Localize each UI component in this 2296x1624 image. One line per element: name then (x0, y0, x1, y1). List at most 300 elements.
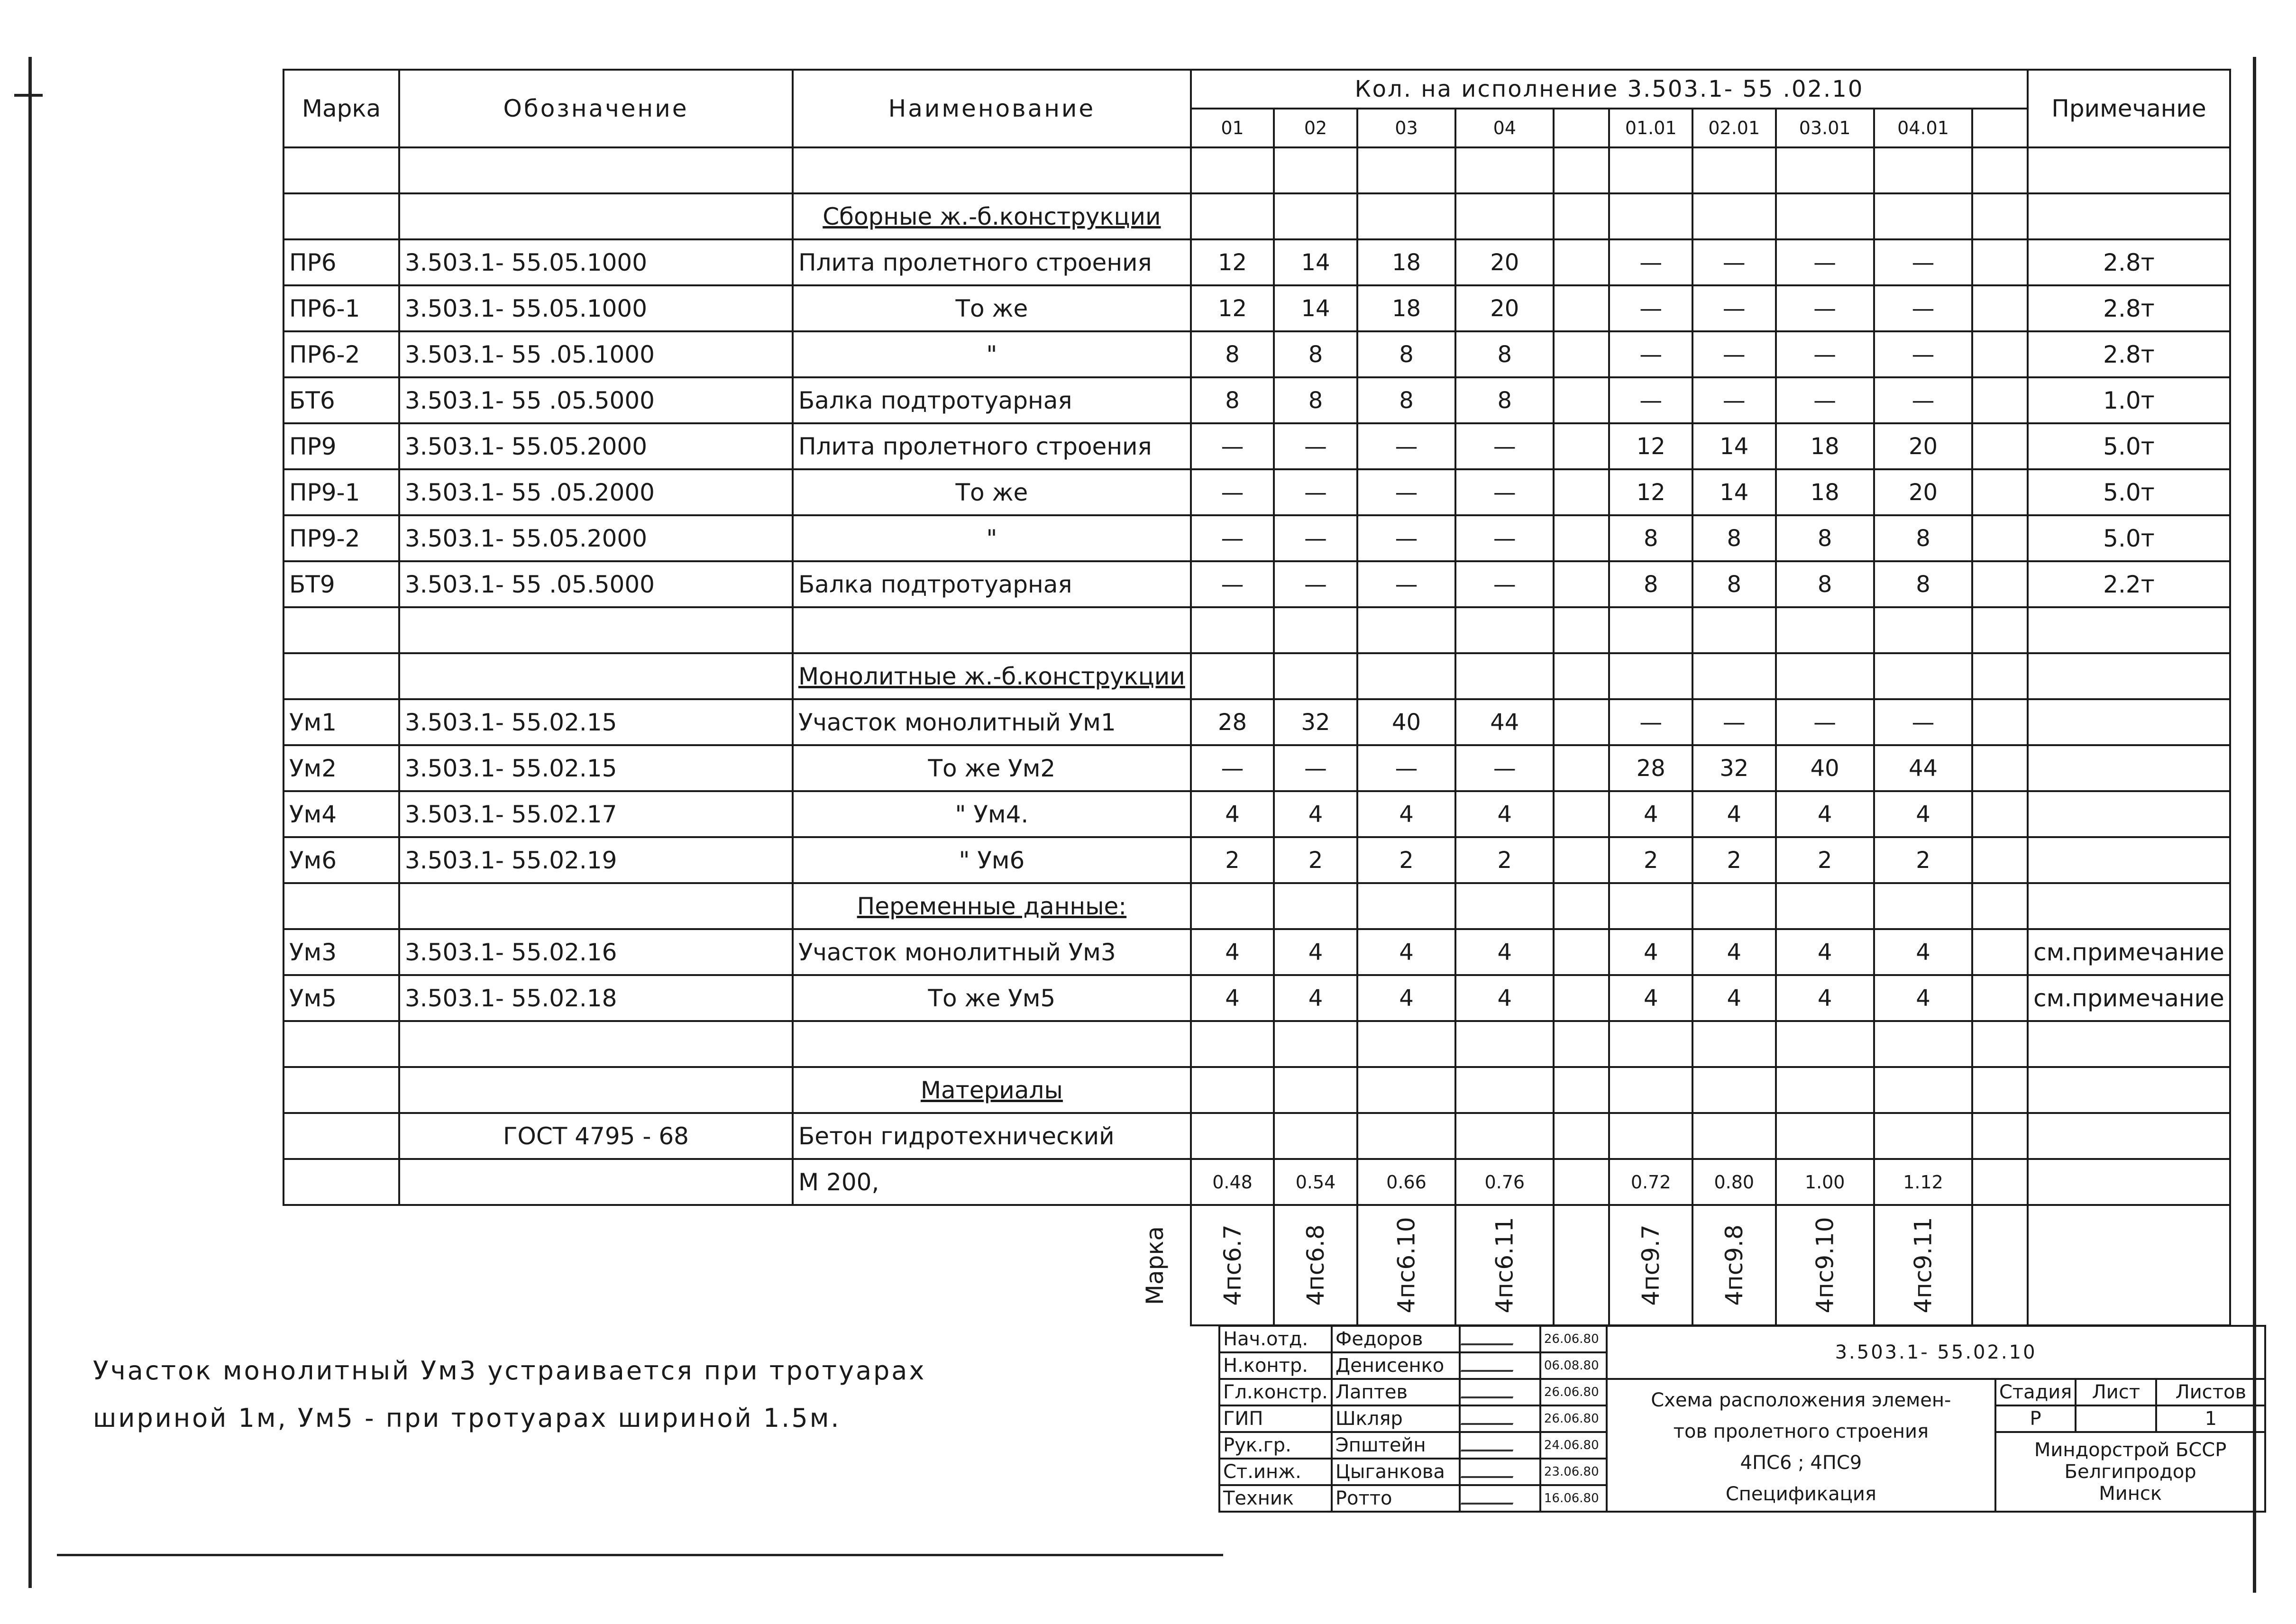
row-quantity (1274, 1067, 1357, 1113)
row-quantity (1554, 607, 1609, 653)
row-quantity (1274, 883, 1357, 929)
row-designation (399, 653, 793, 699)
row-note: 5.0т (2028, 469, 2230, 515)
row-quantity: — (1191, 515, 1274, 561)
row-quantity (1554, 331, 1609, 377)
organization-line: Минск (2099, 1483, 2162, 1505)
row-quantity: — (1455, 469, 1554, 515)
row-quantity (1554, 653, 1609, 699)
row-quantity (1357, 883, 1455, 929)
row-note (2028, 147, 2230, 193)
marks-row-cell (1191, 1205, 1274, 1325)
row-mark: ПР9-1 (284, 469, 399, 515)
table-row (284, 791, 2230, 837)
header-designation: Обозначение (399, 70, 793, 147)
row-quantity: 14 (1692, 423, 1776, 469)
row-quantity (1554, 837, 1609, 883)
signature-mark (1461, 1356, 1518, 1372)
row-quantity (1274, 147, 1357, 193)
row-quantity: 4 (1274, 791, 1357, 837)
element-mark: 4пс6.11 (1491, 1217, 1518, 1314)
row-quantity: 4 (1274, 975, 1357, 1021)
person-name: Лаптев (1332, 1379, 1460, 1405)
row-quantity: 4 (1874, 975, 1972, 1021)
row-designation (399, 607, 793, 653)
row-quantity (1609, 607, 1692, 653)
row-mark (284, 193, 399, 239)
row-quantity (1357, 193, 1455, 239)
table-row (284, 147, 2230, 193)
row-quantity (1274, 607, 1357, 653)
row-name: То же Ум2 (793, 745, 1191, 791)
header-subcol: 01.01 (1609, 109, 1692, 147)
row-quantity (1554, 929, 1609, 975)
row-note: 5.0т (2028, 515, 2230, 561)
signature-mark (1461, 1409, 1518, 1425)
row-quantity (1191, 883, 1274, 929)
row-quantity: — (1357, 745, 1455, 791)
person-name: Денисенко (1332, 1352, 1460, 1379)
table-row (284, 745, 2230, 791)
row-quantity: 8 (1609, 515, 1692, 561)
person-role: Н.контр. (1219, 1352, 1332, 1379)
row-quantity (1972, 331, 2028, 377)
row-quantity: 44 (1455, 699, 1554, 745)
row-mark (284, 1159, 399, 1205)
row-quantity: 12 (1609, 423, 1692, 469)
row-designation (399, 147, 793, 193)
row-name: " Ум4. (793, 791, 1191, 837)
row-quantity: 4 (1692, 929, 1776, 975)
row-quantity (1874, 1021, 1972, 1067)
header-note: Примечание (2028, 70, 2230, 147)
drawing-title-line: Спецификация (1725, 1483, 1876, 1505)
table-row (284, 607, 2230, 653)
marks-row-cell (1554, 1205, 1609, 1325)
row-quantity: — (1274, 423, 1357, 469)
row-quantity: 14 (1274, 285, 1357, 331)
row-quantity (1357, 1113, 1455, 1159)
row-quantity: 4 (1609, 791, 1692, 837)
row-quantity (1191, 1067, 1274, 1113)
header-subcol (1554, 109, 1609, 147)
row-name: То же (793, 285, 1191, 331)
row-quantity: — (1357, 561, 1455, 607)
row-quantity: 0.66 (1357, 1159, 1455, 1205)
header-quantity: Кол. на исполнение 3.503.1- 55 .02.10 (1191, 70, 2028, 109)
row-quantity: 8 (1692, 561, 1776, 607)
row-quantity (1554, 561, 1609, 607)
row-quantity: 4 (1776, 975, 1874, 1021)
row-quantity: 2 (1455, 837, 1554, 883)
table-row (284, 331, 2230, 377)
row-quantity (1455, 883, 1554, 929)
row-designation (399, 193, 793, 239)
row-quantity: 4 (1191, 929, 1274, 975)
person-name: Цыганкова (1332, 1459, 1460, 1485)
row-quantity: 8 (1274, 377, 1357, 423)
row-quantity: — (1692, 239, 1776, 285)
row-quantity (1191, 653, 1274, 699)
sign-date: 26.06.80 (1540, 1405, 1607, 1432)
row-quantity: 18 (1776, 469, 1874, 515)
row-quantity (1972, 285, 2028, 331)
row-quantity: 20 (1874, 423, 1972, 469)
row-designation (399, 1021, 793, 1067)
row-quantity (1609, 883, 1692, 929)
row-quantity (1776, 193, 1874, 239)
row-quantity (1972, 561, 2028, 607)
row-quantity: 4 (1191, 791, 1274, 837)
marks-row-cell (1874, 1205, 1972, 1325)
row-quantity: — (1191, 561, 1274, 607)
row-quantity (1191, 193, 1274, 239)
row-quantity: 8 (1357, 377, 1455, 423)
header-mark: Марка (284, 70, 399, 147)
row-mark: БТ9 (284, 561, 399, 607)
row-quantity (1972, 607, 2028, 653)
row-note (2028, 653, 2230, 699)
row-quantity: — (1609, 699, 1692, 745)
row-quantity: 40 (1357, 699, 1455, 745)
row-quantity (1972, 377, 2028, 423)
row-quantity: 4 (1455, 975, 1554, 1021)
row-quantity: 18 (1357, 239, 1455, 285)
person-role: Рук.гр. (1219, 1432, 1332, 1459)
row-quantity (1972, 699, 2028, 745)
row-note: 2.8т (2028, 239, 2230, 285)
title-block-row (1219, 1326, 2265, 1352)
row-quantity (1972, 791, 2028, 837)
sheet-label: Лист (2076, 1379, 2156, 1405)
row-quantity: 14 (1692, 469, 1776, 515)
row-quantity: — (1692, 285, 1776, 331)
row-quantity (1972, 515, 2028, 561)
row-quantity (1554, 1021, 1609, 1067)
row-mark: ПР6-1 (284, 285, 399, 331)
row-quantity (1609, 147, 1692, 193)
row-quantity (1274, 1113, 1357, 1159)
row-quantity: 8 (1274, 331, 1357, 377)
row-quantity (1609, 193, 1692, 239)
row-quantity: — (1776, 239, 1874, 285)
row-note: см.примечание (2028, 929, 2230, 975)
row-quantity: 4 (1455, 791, 1554, 837)
person-role: Нач.отд. (1219, 1326, 1332, 1352)
row-quantity (1972, 929, 2028, 975)
table-row (284, 1113, 2230, 1159)
person-name: Федоров (1332, 1326, 1460, 1352)
table-row (284, 1021, 2230, 1067)
signature-mark (1461, 1488, 1518, 1505)
header-subcol (1972, 109, 2028, 147)
row-quantity: 2 (1692, 837, 1776, 883)
row-quantity (1554, 1159, 1609, 1205)
row-designation: 3.503.1- 55.02.15 (399, 699, 793, 745)
row-quantity: 8 (1455, 377, 1554, 423)
row-quantity (1455, 1113, 1554, 1159)
row-quantity (1609, 1021, 1692, 1067)
row-quantity: 14 (1274, 239, 1357, 285)
row-quantity: 1.00 (1776, 1159, 1874, 1205)
row-quantity: 18 (1776, 423, 1874, 469)
row-designation: 3.503.1- 55.05.2000 (399, 515, 793, 561)
row-note: см.примечание (2028, 975, 2230, 1021)
row-mark (284, 1021, 399, 1067)
signature-mark (1461, 1329, 1518, 1345)
row-note (2028, 193, 2230, 239)
row-quantity (1554, 377, 1609, 423)
row-quantity (1972, 193, 2028, 239)
row-quantity: — (1191, 423, 1274, 469)
bottom-margin-line (57, 1554, 1223, 1556)
row-quantity: 2 (1274, 837, 1357, 883)
row-quantity: 0.48 (1191, 1159, 1274, 1205)
row-quantity (1972, 883, 2028, 929)
row-quantity: — (1874, 331, 1972, 377)
header-subcol: 03 (1357, 109, 1455, 147)
row-quantity: — (1874, 377, 1972, 423)
row-mark: Ум6 (284, 837, 399, 883)
element-mark: 4пс6.7 (1218, 1224, 1246, 1306)
row-quantity: — (1455, 745, 1554, 791)
row-quantity: — (1191, 469, 1274, 515)
row-designation: 3.503.1- 55.05.1000 (399, 285, 793, 331)
row-mark: Ум3 (284, 929, 399, 975)
signature (1460, 1405, 1540, 1432)
row-designation: 3.503.1- 55.05.2000 (399, 423, 793, 469)
row-quantity (1191, 607, 1274, 653)
marks-row (284, 1205, 2230, 1325)
row-designation: 3.503.1- 55 .05.5000 (399, 377, 793, 423)
sign-date: 23.06.80 (1540, 1459, 1607, 1485)
row-mark: ПР6-2 (284, 331, 399, 377)
row-name: Плита пролетного строения (793, 423, 1191, 469)
table-row (284, 377, 2230, 423)
header-row-1 (284, 70, 2230, 109)
row-quantity (1554, 699, 1609, 745)
row-quantity: 8 (1692, 515, 1776, 561)
drawing-title-line: тов пролетного строения (1673, 1421, 1929, 1442)
row-quantity (1455, 607, 1554, 653)
row-quantity: 4 (1874, 791, 1972, 837)
row-quantity (1776, 1067, 1874, 1113)
table-row (284, 561, 2230, 607)
row-quantity: 0.76 (1455, 1159, 1554, 1205)
row-quantity (1874, 883, 1972, 929)
row-mark (284, 653, 399, 699)
row-name: То же Ум5 (793, 975, 1191, 1021)
specification-table (283, 69, 2231, 1326)
footnote-line-1: Участок монолитный Ум3 устраивается при тротуарах (93, 1356, 926, 1386)
row-mark: БТ6 (284, 377, 399, 423)
header-subcol: 02.01 (1692, 109, 1776, 147)
table-row (284, 239, 2230, 285)
drawing-title-line: 4ПС6 ; 4ПС9 (1740, 1452, 1862, 1474)
element-mark: 4пс6.10 (1392, 1217, 1420, 1314)
element-mark: 4пс9.10 (1811, 1217, 1839, 1314)
table-row (284, 699, 2230, 745)
row-quantity (1692, 1067, 1776, 1113)
row-mark: Ум2 (284, 745, 399, 791)
row-name: Материалы (793, 1067, 1191, 1113)
row-designation: ГОСТ 4795 - 68 (399, 1113, 793, 1159)
row-quantity (1972, 239, 2028, 285)
sign-date: 24.06.80 (1540, 1432, 1607, 1459)
sign-date: 26.06.80 (1540, 1326, 1607, 1352)
stage-label: Стадия (1995, 1379, 2076, 1405)
row-quantity (1191, 147, 1274, 193)
document-code: 3.503.1- 55.02.10 (1607, 1326, 2265, 1379)
row-quantity (1554, 975, 1609, 1021)
signature-mark (1461, 1462, 1518, 1478)
row-quantity (1874, 1113, 1972, 1159)
row-quantity (1972, 837, 2028, 883)
row-note: 1.0т (2028, 377, 2230, 423)
row-quantity: 4 (1609, 929, 1692, 975)
row-quantity: 28 (1609, 745, 1692, 791)
row-quantity: 8 (1191, 331, 1274, 377)
row-name: Балка подтротуарная (793, 377, 1191, 423)
row-quantity (1554, 1067, 1609, 1113)
row-quantity: — (1776, 699, 1874, 745)
row-quantity: 4 (1357, 791, 1455, 837)
row-quantity: — (1357, 469, 1455, 515)
row-quantity (1874, 1067, 1972, 1113)
person-name: Эпштейн (1332, 1432, 1460, 1459)
row-quantity: 2 (1609, 837, 1692, 883)
row-quantity: 32 (1274, 699, 1357, 745)
row-quantity: 4 (1455, 929, 1554, 975)
row-name: Плита пролетного строения (793, 239, 1191, 285)
row-quantity: 8 (1609, 561, 1692, 607)
row-note (2028, 837, 2230, 883)
row-quantity (1972, 1021, 2028, 1067)
row-name: " (793, 331, 1191, 377)
row-quantity: — (1874, 699, 1972, 745)
row-quantity: 28 (1191, 699, 1274, 745)
row-note (2028, 1021, 2230, 1067)
marks-row-blank (284, 1205, 399, 1325)
person-role: Ст.инж. (1219, 1459, 1332, 1485)
header-subcol: 03.01 (1776, 109, 1874, 147)
header-name: Наименование (793, 70, 1191, 147)
row-quantity: 20 (1455, 239, 1554, 285)
row-quantity: 2 (1357, 837, 1455, 883)
row-quantity: — (1609, 377, 1692, 423)
row-quantity: 20 (1874, 469, 1972, 515)
row-quantity (1554, 193, 1609, 239)
row-designation (399, 883, 793, 929)
marks-row-cell (1357, 1205, 1455, 1325)
table-row (284, 515, 2230, 561)
row-quantity: — (1274, 515, 1357, 561)
row-designation: 3.503.1- 55 .05.5000 (399, 561, 793, 607)
row-quantity: — (1357, 423, 1455, 469)
header-subcol: 04.01 (1874, 109, 1972, 147)
row-quantity: 8 (1191, 377, 1274, 423)
row-quantity: — (1455, 561, 1554, 607)
row-quantity (1692, 883, 1776, 929)
row-quantity (1455, 653, 1554, 699)
row-quantity: 8 (1776, 561, 1874, 607)
row-name: То же (793, 469, 1191, 515)
row-quantity (1455, 147, 1554, 193)
row-quantity: 8 (1776, 515, 1874, 561)
row-name: Монолитные ж.-б.конструкции (793, 653, 1191, 699)
row-quantity: 4 (1191, 975, 1274, 1021)
stage-value: Р (1995, 1405, 2076, 1432)
row-note: 2.2т (2028, 561, 2230, 607)
row-quantity: 8 (1455, 331, 1554, 377)
row-mark (284, 883, 399, 929)
row-quantity: — (1455, 515, 1554, 561)
marks-row-label-cell (793, 1205, 1191, 1325)
signature (1460, 1352, 1540, 1379)
row-designation: 3.503.1- 55.05.1000 (399, 239, 793, 285)
row-note (2028, 699, 2230, 745)
row-quantity: 8 (1357, 331, 1455, 377)
row-quantity (1357, 607, 1455, 653)
row-mark: Ум4 (284, 791, 399, 837)
row-note (2028, 607, 2230, 653)
row-quantity (1554, 147, 1609, 193)
person-name: Шкляр (1332, 1405, 1460, 1432)
row-quantity: — (1692, 331, 1776, 377)
row-name: Участок монолитный Ум3 (793, 929, 1191, 975)
header-subcol: 02 (1274, 109, 1357, 147)
organization (1995, 1432, 2265, 1512)
element-mark: 4пс9.11 (1909, 1217, 1937, 1314)
row-designation: 3.503.1- 55.02.18 (399, 975, 793, 1021)
row-quantity: — (1776, 377, 1874, 423)
row-quantity (1554, 1113, 1609, 1159)
row-quantity: 0.72 (1609, 1159, 1692, 1205)
sign-date: 16.06.80 (1540, 1485, 1607, 1512)
row-quantity (1776, 1021, 1874, 1067)
row-quantity (1776, 653, 1874, 699)
row-designation (399, 1067, 793, 1113)
row-note: 5.0т (2028, 423, 2230, 469)
row-quantity (1357, 653, 1455, 699)
drawing-title (1607, 1379, 1995, 1512)
row-quantity: — (1357, 515, 1455, 561)
title-block (1218, 1325, 2266, 1513)
footnote-line-2: шириной 1м, Ум5 - при тротуарах шириной 1.5м. (93, 1403, 841, 1433)
row-designation: 3.503.1- 55.02.16 (399, 929, 793, 975)
row-quantity: — (1609, 285, 1692, 331)
row-quantity: — (1609, 239, 1692, 285)
row-quantity (1972, 745, 2028, 791)
person-name: Ротто (1332, 1485, 1460, 1512)
sheets-value: 1 (2156, 1405, 2265, 1432)
row-name: " (793, 515, 1191, 561)
row-quantity (1692, 607, 1776, 653)
marks-row-cell (1972, 1205, 2028, 1325)
row-quantity: 4 (1776, 929, 1874, 975)
row-name: М 200, (793, 1159, 1191, 1205)
row-quantity (1554, 239, 1609, 285)
row-quantity: 44 (1874, 745, 1972, 791)
element-mark: 4пс9.8 (1720, 1224, 1748, 1306)
row-quantity: — (1274, 745, 1357, 791)
table-row (284, 423, 2230, 469)
row-designation (399, 1159, 793, 1205)
row-quantity (1357, 1021, 1455, 1067)
row-quantity (1972, 1067, 2028, 1113)
row-quantity (1874, 193, 1972, 239)
row-quantity (1874, 653, 1972, 699)
